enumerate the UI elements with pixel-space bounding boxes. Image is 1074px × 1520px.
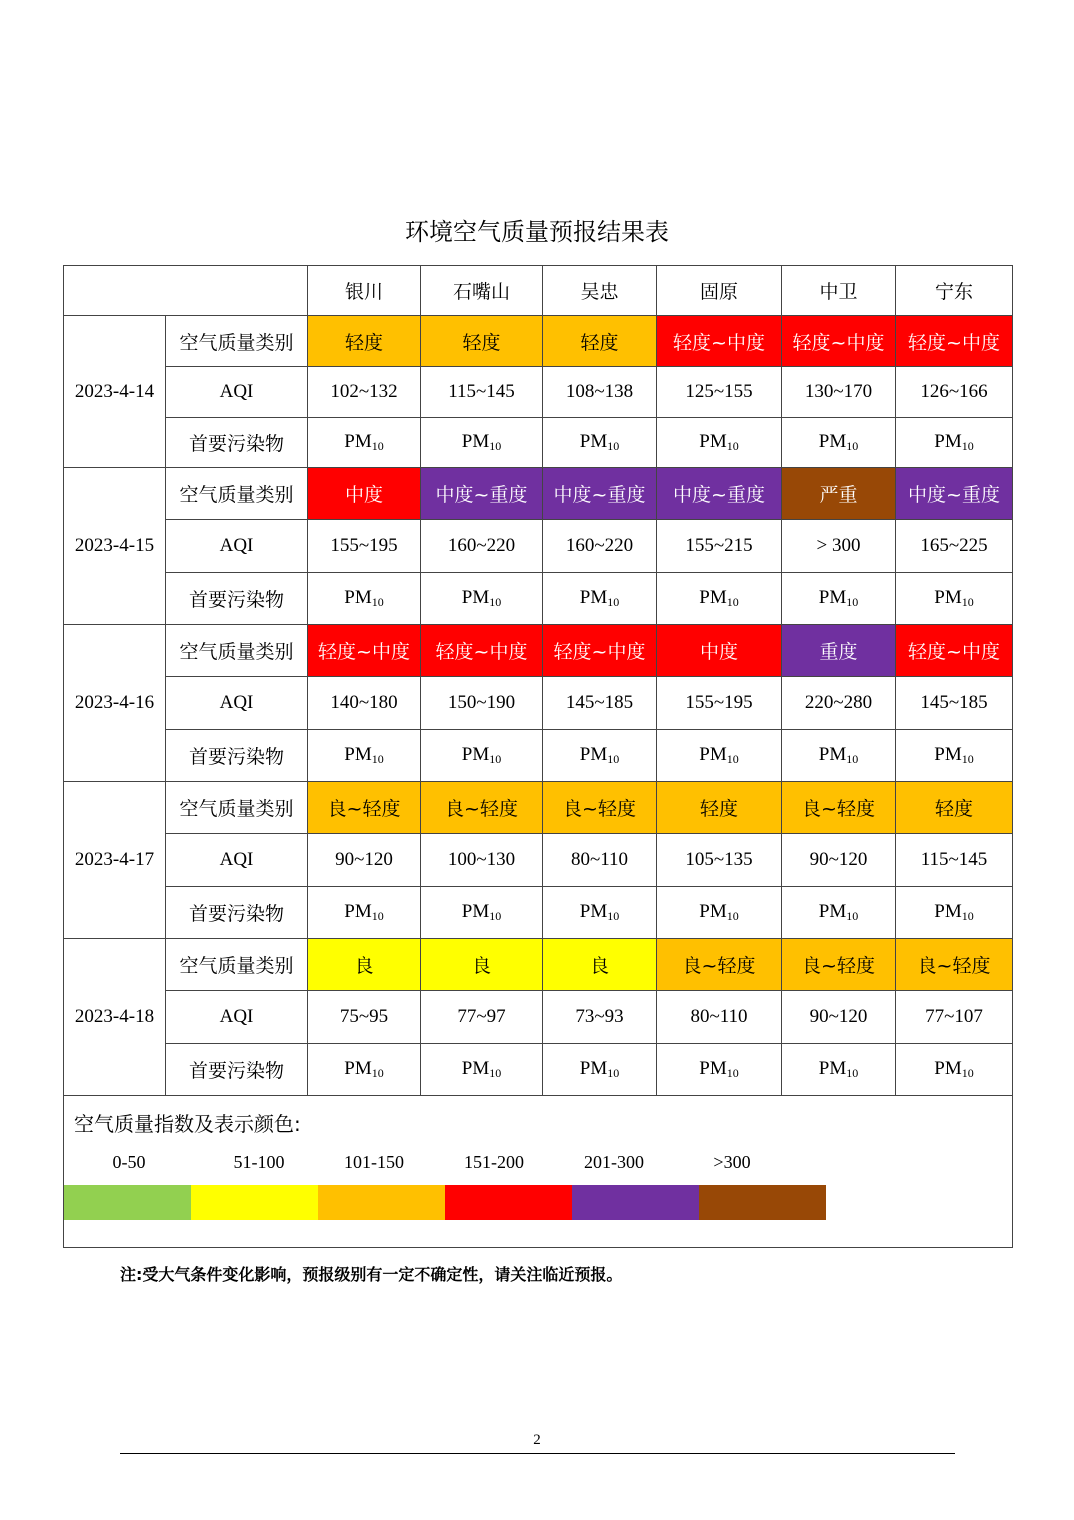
category-cell: 中度~重度 (421, 468, 543, 520)
aqi-cell: 126~166 (896, 367, 1013, 418)
aqi-cell: 140~180 (308, 677, 421, 730)
pollutant-subscript: 10 (371, 439, 384, 453)
city-header: 宁东 (896, 266, 1013, 316)
category-cell: 轻度~中度 (896, 625, 1013, 677)
pollutant-name: PM (818, 587, 847, 608)
aqi-cell: 105~135 (657, 834, 782, 887)
pollutant-name: PM (818, 431, 847, 452)
pollutant-subscript: 10 (846, 439, 859, 453)
city-header: 固原 (657, 266, 782, 316)
category-cell: 严重 (782, 468, 896, 520)
pollutant-cell (896, 730, 1013, 782)
category-row (64, 625, 1013, 677)
pollutant-row (64, 418, 1013, 468)
category-cell: 良~轻度 (782, 939, 896, 991)
pollutant-subscript: 10 (726, 439, 739, 453)
pollutant-subscript: 10 (489, 752, 502, 766)
pollutant-subscript: 10 (607, 1066, 620, 1080)
aqi-cell: 77~97 (421, 991, 543, 1044)
pollutant-name: PM (344, 1058, 372, 1079)
aqi-cell: 90~120 (782, 834, 896, 887)
pollutant-name: PM (818, 901, 847, 922)
pollutant-name: PM (934, 1058, 962, 1079)
pollutant-subscript: 10 (607, 595, 620, 609)
category-cell: 良 (543, 939, 657, 991)
pollutant-cell (657, 573, 782, 625)
category-cell: 良 (308, 939, 421, 991)
city-header: 中卫 (782, 266, 896, 316)
category-cell: 轻度 (543, 316, 657, 367)
pollutant-name: PM (699, 744, 727, 765)
pollutant-cell (308, 418, 421, 468)
pollutant-subscript: 10 (846, 1066, 859, 1080)
forecast-note: 注:受大气条件变化影响，预报级别有一定不确定性，请关注临近预报。 (120, 1265, 623, 1284)
category-cell: 良 (421, 939, 543, 991)
pollutant-label: 首要污染物 (166, 730, 308, 782)
aqi-label: AQI (166, 367, 308, 418)
pollutant-subscript: 10 (489, 1066, 502, 1080)
pollutant-subscript: 10 (607, 752, 620, 766)
category-cell: 轻度~中度 (657, 316, 782, 367)
category-cell: 轻度~中度 (308, 625, 421, 677)
header-corner-cell (64, 266, 308, 316)
aqi-cell: 90~120 (308, 834, 421, 887)
legend-range-label: >300 (713, 1152, 751, 1172)
pollutant-name: PM (344, 744, 372, 765)
pollutant-cell (543, 418, 657, 468)
pollutant-cell (782, 730, 896, 782)
category-label: 空气质量类别 (166, 468, 308, 520)
pollutant-cell (308, 887, 421, 939)
pollutant-subscript: 10 (961, 439, 974, 453)
pollutant-cell (896, 573, 1013, 625)
pollutant-cell (782, 1044, 896, 1096)
date-cell: 2023-4-14 (64, 316, 166, 468)
aqi-row (64, 991, 1013, 1044)
header-row (64, 266, 1013, 316)
aqi-cell: 80~110 (657, 991, 782, 1044)
legend-color-swatch (64, 1185, 191, 1220)
category-cell: 轻度~中度 (782, 316, 896, 367)
pollutant-cell (782, 573, 896, 625)
category-cell: 良~轻度 (421, 782, 543, 834)
legend-color-swatch (699, 1185, 826, 1220)
category-cell: 中度~重度 (543, 468, 657, 520)
aqi-cell: 220~280 (782, 677, 896, 730)
pollutant-name: PM (934, 431, 962, 452)
legend-range-label: 201-300 (584, 1152, 644, 1172)
aqi-cell: 145~185 (543, 677, 657, 730)
pollutant-subscript: 10 (489, 595, 502, 609)
legend-color-swatch (572, 1185, 699, 1220)
pollutant-name: PM (461, 1058, 490, 1079)
pollutant-name: PM (579, 1058, 608, 1079)
category-cell: 良~轻度 (782, 782, 896, 834)
pollutant-cell (896, 1044, 1013, 1096)
aqi-cell: 160~220 (421, 520, 543, 573)
category-cell: 轻度 (308, 316, 421, 367)
aqi-color-legend (64, 1096, 1011, 1247)
pollutant-label: 首要污染物 (166, 573, 308, 625)
pollutant-subscript: 10 (726, 1066, 739, 1080)
category-row (64, 939, 1013, 991)
legend-color-swatch (191, 1185, 318, 1220)
pollutant-cell (543, 887, 657, 939)
pollutant-subscript: 10 (846, 909, 859, 923)
pollutant-cell (782, 418, 896, 468)
pollutant-cell (896, 887, 1013, 939)
pollutant-subscript: 10 (961, 909, 974, 923)
aqi-cell: 115~145 (421, 367, 543, 418)
aqi-cell: 75~95 (308, 991, 421, 1044)
category-cell: 轻度 (421, 316, 543, 367)
aqi-row (64, 834, 1013, 887)
category-cell: 中度~重度 (896, 468, 1013, 520)
pollutant-row (64, 730, 1013, 782)
category-cell: 轻度 (657, 782, 782, 834)
aqi-cell: 115~145 (896, 834, 1013, 887)
category-cell: 轻度~中度 (421, 625, 543, 677)
category-cell: 轻度~中度 (543, 625, 657, 677)
pollutant-name: PM (818, 744, 847, 765)
pollutant-cell (657, 418, 782, 468)
legend-range-label: 51-100 (233, 1152, 285, 1172)
legend-row (64, 1096, 1013, 1248)
pollutant-name: PM (344, 431, 372, 452)
pollutant-name: PM (934, 744, 962, 765)
pollutant-name: PM (699, 431, 727, 452)
category-label: 空气质量类别 (166, 939, 308, 991)
pollutant-cell (543, 1044, 657, 1096)
pollutant-name: PM (579, 744, 608, 765)
pollutant-name: PM (344, 901, 372, 922)
legend-color-swatch (445, 1185, 572, 1220)
aqi-cell: 155~195 (308, 520, 421, 573)
aqi-cell: 100~130 (421, 834, 543, 887)
pollutant-cell (308, 730, 421, 782)
pollutant-subscript: 10 (726, 595, 739, 609)
date-cell: 2023-4-17 (64, 782, 166, 939)
pollutant-cell (308, 1044, 421, 1096)
pollutant-name: PM (579, 431, 608, 452)
pollutant-name: PM (461, 431, 490, 452)
aqi-cell: 155~195 (657, 677, 782, 730)
pollutant-name: PM (699, 587, 727, 608)
pollutant-name: PM (699, 1058, 727, 1079)
aqi-cell: 73~93 (543, 991, 657, 1044)
category-label: 空气质量类别 (166, 316, 308, 367)
pollutant-subscript: 10 (726, 752, 739, 766)
page-number: 2 (533, 1432, 541, 1448)
pollutant-cell (657, 1044, 782, 1096)
aqi-cell: 150~190 (421, 677, 543, 730)
pollutant-cell (421, 418, 543, 468)
aqi-label: AQI (166, 520, 308, 573)
pollutant-name: PM (579, 901, 608, 922)
pollutant-row (64, 1044, 1013, 1096)
category-row (64, 316, 1013, 367)
pollutant-subscript: 10 (726, 909, 739, 923)
category-cell: 轻度~中度 (896, 316, 1013, 367)
aqi-cell: 102~132 (308, 367, 421, 418)
category-cell: 良~轻度 (657, 939, 782, 991)
city-header: 吴忠 (543, 266, 657, 316)
footer-divider (120, 1453, 955, 1454)
category-cell: 重度 (782, 625, 896, 677)
pollutant-cell (421, 730, 543, 782)
pollutant-cell (657, 730, 782, 782)
pollutant-cell (543, 573, 657, 625)
aqi-row (64, 520, 1013, 573)
aqi-label: AQI (166, 991, 308, 1044)
aqi-cell: 145~185 (896, 677, 1013, 730)
legend-cell (64, 1096, 1013, 1248)
pollutant-name: PM (818, 1058, 847, 1079)
date-cell: 2023-4-18 (64, 939, 166, 1096)
aqi-cell: 160~220 (543, 520, 657, 573)
date-cell: 2023-4-15 (64, 468, 166, 625)
category-row (64, 782, 1013, 834)
pollutant-subscript: 10 (371, 1066, 384, 1080)
pollutant-subscript: 10 (371, 752, 384, 766)
aqi-cell: 90~120 (782, 991, 896, 1044)
pollutant-name: PM (934, 901, 962, 922)
aqi-cell: 108~138 (543, 367, 657, 418)
aqi-cell: > 300 (782, 520, 896, 573)
pollutant-subscript: 10 (961, 595, 974, 609)
category-cell: 中度 (657, 625, 782, 677)
category-cell: 良~轻度 (543, 782, 657, 834)
pollutant-subscript: 10 (371, 595, 384, 609)
aqi-cell: 77~107 (896, 991, 1013, 1044)
legend-color-swatch (318, 1185, 445, 1220)
legend-range-label: 151-200 (464, 1152, 524, 1172)
pollutant-name: PM (461, 901, 490, 922)
pollutant-subscript: 10 (846, 752, 859, 766)
pollutant-name: PM (461, 587, 490, 608)
pollutant-cell (421, 573, 543, 625)
pollutant-name: PM (344, 587, 372, 608)
category-cell: 良~轻度 (308, 782, 421, 834)
pollutant-cell (896, 418, 1013, 468)
pollutant-row (64, 887, 1013, 939)
pollutant-name: PM (579, 587, 608, 608)
category-cell: 中度 (308, 468, 421, 520)
pollutant-cell (782, 887, 896, 939)
pollutant-label: 首要污染物 (166, 887, 308, 939)
legend-range-label: 101-150 (344, 1152, 404, 1172)
pollutant-label: 首要污染物 (166, 418, 308, 468)
city-header: 银川 (308, 266, 421, 316)
pollutant-label: 首要污染物 (166, 1044, 308, 1096)
forecast-table (63, 265, 1013, 1248)
pollutant-subscript: 10 (961, 1066, 974, 1080)
legend-title: 空气质量指数及表示颜色: (74, 1112, 301, 1136)
pollutant-name: PM (699, 901, 727, 922)
pollutant-subscript: 10 (371, 909, 384, 923)
aqi-label: AQI (166, 834, 308, 887)
aqi-cell: 130~170 (782, 367, 896, 418)
pollutant-name: PM (461, 744, 490, 765)
aqi-row (64, 367, 1013, 418)
category-label: 空气质量类别 (166, 782, 308, 834)
aqi-cell: 80~110 (543, 834, 657, 887)
pollutant-subscript: 10 (846, 595, 859, 609)
date-cell: 2023-4-16 (64, 625, 166, 782)
pollutant-subscript: 10 (489, 909, 502, 923)
aqi-cell: 125~155 (657, 367, 782, 418)
legend-range-label: 0-50 (112, 1152, 146, 1172)
pollutant-row (64, 573, 1013, 625)
category-label: 空气质量类别 (166, 625, 308, 677)
aqi-cell: 165~225 (896, 520, 1013, 573)
page-title: 环境空气质量预报结果表 (405, 218, 669, 246)
pollutant-cell (421, 1044, 543, 1096)
pollutant-cell (421, 887, 543, 939)
pollutant-cell (543, 730, 657, 782)
category-row (64, 468, 1013, 520)
aqi-label: AQI (166, 677, 308, 730)
pollutant-name: PM (934, 587, 962, 608)
category-cell: 轻度 (896, 782, 1013, 834)
pollutant-subscript: 10 (489, 439, 502, 453)
aqi-cell: 155~215 (657, 520, 782, 573)
category-cell: 良~轻度 (896, 939, 1013, 991)
pollutant-subscript: 10 (607, 439, 620, 453)
forecast-table-body (64, 266, 1013, 1248)
pollutant-subscript: 10 (961, 752, 974, 766)
pollutant-cell (308, 573, 421, 625)
pollutant-subscript: 10 (607, 909, 620, 923)
aqi-row (64, 677, 1013, 730)
pollutant-cell (657, 887, 782, 939)
city-header: 石嘴山 (421, 266, 543, 316)
category-cell: 中度~重度 (657, 468, 782, 520)
